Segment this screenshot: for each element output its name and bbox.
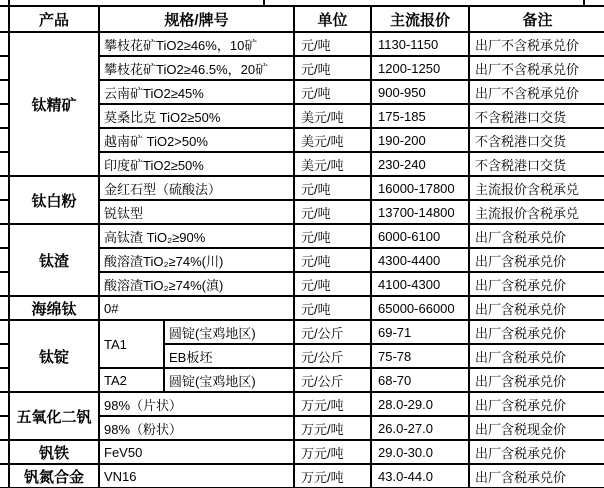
grid-tick bbox=[0, 439, 8, 441]
unit-cell: 元/吨 bbox=[294, 32, 371, 56]
spec-cell: 攀枝花矿TiO2≥46.5%，20矿 bbox=[99, 56, 294, 80]
price-cell: 1200-1250 bbox=[371, 56, 469, 80]
spec-cell: 酸溶渣TiO₂≥74%(滇) bbox=[99, 272, 294, 296]
price-cell: 6000-6100 bbox=[371, 224, 469, 248]
remark-cell: 不含税港口交货 bbox=[469, 152, 604, 176]
spec-cell: 云南矿TiO2≥45% bbox=[99, 80, 294, 104]
remark-cell: 出厂含税承兑价 bbox=[469, 464, 604, 488]
grid-tick bbox=[0, 319, 8, 321]
table-row bbox=[9, 464, 604, 488]
unit-cell: 元/吨 bbox=[294, 248, 371, 272]
unit-cell: 元/公斤 bbox=[294, 320, 371, 344]
price-cell: 75-78 bbox=[371, 344, 469, 368]
header-product: 产品 bbox=[9, 6, 99, 32]
header-spec: 规格/牌号 bbox=[99, 6, 294, 32]
grade-cell: TA2 bbox=[99, 368, 164, 392]
remark-cell: 主流报价含税承兑 bbox=[469, 176, 604, 200]
remark-cell: 出厂含税承兑价 bbox=[469, 272, 604, 296]
grid-tick bbox=[0, 343, 8, 345]
product-cell: 海绵钛 bbox=[9, 296, 99, 320]
remark-cell: 出厂含税现金价 bbox=[469, 416, 604, 440]
unit-cell: 美元/吨 bbox=[294, 128, 371, 152]
unit-cell: 元/吨 bbox=[294, 56, 371, 80]
remark-cell: 出厂含税承兑价 bbox=[469, 320, 604, 344]
unit-cell: 元/吨 bbox=[294, 272, 371, 296]
remark-cell: 出厂含税承兑价 bbox=[469, 248, 604, 272]
spec-cell: 98%（片状） bbox=[99, 392, 294, 416]
unit-cell: 美元/吨 bbox=[294, 152, 371, 176]
remark-cell: 出厂含税承兑价 bbox=[469, 392, 604, 416]
price-cell: 26.0-27.0 bbox=[371, 416, 469, 440]
grid-tick bbox=[0, 79, 8, 81]
grid-tick bbox=[0, 199, 8, 201]
table-row bbox=[9, 416, 604, 440]
spec-cell: 越南矿 TiO2>50% bbox=[99, 128, 294, 152]
unit-cell: 万元/吨 bbox=[294, 416, 371, 440]
spec-cell: EB板坯 bbox=[164, 344, 294, 368]
remark-cell: 出厂含税承兑价 bbox=[469, 296, 604, 320]
header-row bbox=[9, 6, 604, 32]
spec-cell: 0# bbox=[99, 296, 294, 320]
header-unit: 单位 bbox=[294, 6, 371, 32]
grid-tick bbox=[0, 247, 8, 249]
remark-cell: 不含税港口交货 bbox=[469, 128, 604, 152]
price-cell: 68-70 bbox=[371, 368, 469, 392]
price-cell: 28.0-29.0 bbox=[371, 392, 469, 416]
price-cell: 230-240 bbox=[371, 152, 469, 176]
grid-tick bbox=[8, 0, 10, 5]
spec-cell: 金红石型（硫酸法） bbox=[99, 176, 294, 200]
remark-cell: 出厂含税承兑价 bbox=[469, 440, 604, 464]
spec-cell: 莫桑比克 TiO2≥50% bbox=[99, 104, 294, 128]
product-cell: 钒氮合金 bbox=[9, 464, 99, 488]
table-row bbox=[9, 368, 604, 392]
spec-cell: 酸溶渣TiO₂≥74%(川) bbox=[99, 248, 294, 272]
remark-cell: 出厂含税承兑价 bbox=[469, 224, 604, 248]
remark-cell: 不含税港口交货 bbox=[469, 104, 604, 128]
table-row bbox=[9, 128, 604, 152]
product-cell: 钛白粉 bbox=[9, 176, 99, 224]
unit-cell: 万元/吨 bbox=[294, 440, 371, 464]
spec-cell: 98%（粉状） bbox=[99, 416, 294, 440]
table-row bbox=[9, 296, 604, 320]
product-cell: 钛渣 bbox=[9, 224, 99, 296]
unit-cell: 万元/吨 bbox=[294, 464, 371, 488]
price-cell: 43.0-44.0 bbox=[371, 464, 469, 488]
price-cell: 65000-66000 bbox=[371, 296, 469, 320]
unit-cell: 万元/吨 bbox=[294, 392, 371, 416]
table-row bbox=[9, 80, 604, 104]
spec-cell: 圆锭(宝鸡地区) bbox=[164, 320, 294, 344]
spec-cell: 印度矿TiO2≥50% bbox=[99, 152, 294, 176]
header-price: 主流报价 bbox=[371, 6, 469, 32]
grid-tick bbox=[583, 0, 585, 5]
grid-tick bbox=[0, 127, 8, 129]
grade-cell: TA1 bbox=[99, 320, 164, 368]
price-cell: 190-200 bbox=[371, 128, 469, 152]
grid-tick bbox=[0, 31, 8, 33]
unit-cell: 元/吨 bbox=[294, 80, 371, 104]
price-cell: 4300-4400 bbox=[371, 248, 469, 272]
table-row bbox=[9, 104, 604, 128]
grid-tick bbox=[0, 391, 8, 393]
price-cell: 29.0-30.0 bbox=[371, 440, 469, 464]
price-table bbox=[8, 5, 604, 488]
spec-cell: 锐钛型 bbox=[99, 200, 294, 224]
table-row bbox=[9, 32, 604, 56]
table-row bbox=[9, 440, 604, 464]
table-row bbox=[9, 56, 604, 80]
grid-tick bbox=[0, 103, 8, 105]
grid-tick bbox=[0, 5, 8, 7]
price-cell: 1130-1150 bbox=[371, 32, 469, 56]
grid-tick bbox=[0, 367, 8, 369]
remark-cell: 出厂含税承兑价 bbox=[469, 344, 604, 368]
price-cell: 16000-17800 bbox=[371, 176, 469, 200]
grid-tick bbox=[0, 151, 8, 153]
spec-cell: FeV50 bbox=[99, 440, 294, 464]
table-row bbox=[9, 320, 604, 344]
spec-cell: 高钛渣 TiO₂≥90% bbox=[99, 224, 294, 248]
remark-cell: 出厂不含税承兑价 bbox=[469, 80, 604, 104]
remark-cell: 主流报价含税承兑 bbox=[469, 200, 604, 224]
table-row bbox=[9, 152, 604, 176]
spec-cell: 攀枝花矿TiO2≥46%，10矿 bbox=[99, 32, 294, 56]
price-cell: 13700-14800 bbox=[371, 200, 469, 224]
product-cell: 钛锭 bbox=[9, 320, 99, 392]
price-cell: 175-185 bbox=[371, 104, 469, 128]
unit-cell: 元/吨 bbox=[294, 200, 371, 224]
remark-cell: 出厂不含税承兑价 bbox=[469, 56, 604, 80]
price-cell: 69-71 bbox=[371, 320, 469, 344]
product-cell: 钒铁 bbox=[9, 440, 99, 464]
table-row bbox=[9, 200, 604, 224]
product-cell: 钛精矿 bbox=[9, 32, 99, 176]
unit-cell: 元/公斤 bbox=[294, 368, 371, 392]
grid-tick bbox=[0, 415, 8, 417]
unit-cell: 元/公斤 bbox=[294, 344, 371, 368]
spec-cell: 圆锭(宝鸡地区) bbox=[164, 368, 294, 392]
header-remark: 备注 bbox=[469, 6, 604, 32]
unit-cell: 元/吨 bbox=[294, 296, 371, 320]
price-cell: 4100-4300 bbox=[371, 272, 469, 296]
price-cell: 900-950 bbox=[371, 80, 469, 104]
unit-cell: 元/吨 bbox=[294, 176, 371, 200]
spec-cell: VN16 bbox=[99, 464, 294, 488]
grid-tick bbox=[263, 0, 265, 5]
unit-cell: 元/吨 bbox=[294, 224, 371, 248]
table-row bbox=[9, 176, 604, 200]
grid-tick bbox=[0, 463, 8, 465]
table-row bbox=[9, 392, 604, 416]
remark-cell: 出厂不含税承兑价 bbox=[469, 32, 604, 56]
unit-cell: 美元/吨 bbox=[294, 104, 371, 128]
remark-cell: 出厂含税承兑价 bbox=[469, 368, 604, 392]
grid-tick bbox=[0, 175, 8, 177]
product-cell: 五氧化二钒 bbox=[9, 392, 99, 440]
table-row bbox=[9, 272, 604, 296]
grid-tick bbox=[0, 223, 8, 225]
table-row bbox=[9, 224, 604, 248]
grid-tick bbox=[0, 295, 8, 297]
table-row bbox=[9, 248, 604, 272]
grid-tick bbox=[0, 271, 8, 273]
grid-tick bbox=[0, 55, 8, 57]
